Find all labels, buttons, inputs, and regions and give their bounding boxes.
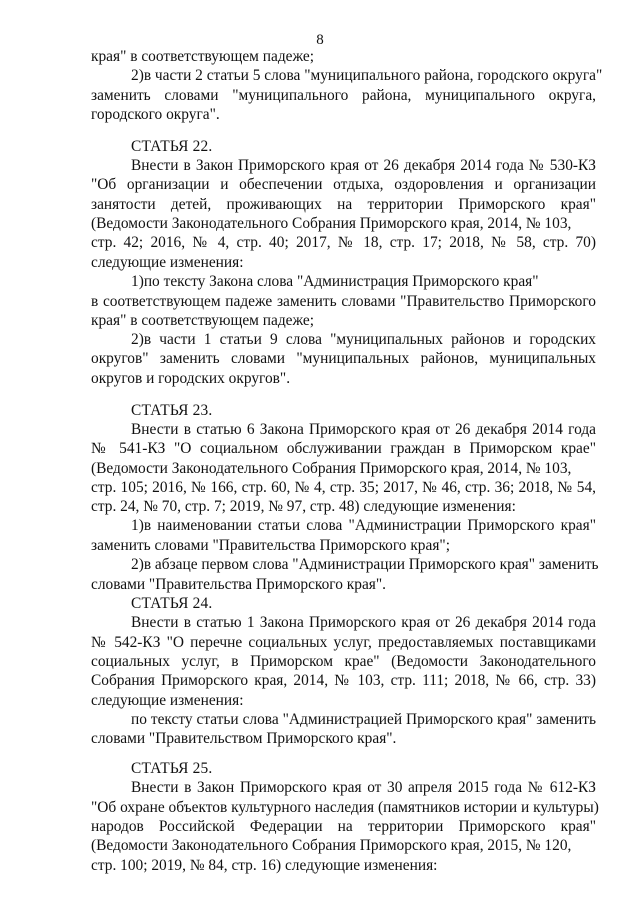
text-line: округов" заменить словами "муниципальных районов, муниципальных xyxy=(91,350,596,367)
text-line: (Ведомости Законодательного Собрания Приморского края, 2014, № 103, xyxy=(91,215,572,232)
text-line: Внести в статью 6 Закона Приморского края от 26 декабря 2014 года xyxy=(131,421,596,438)
text-line: словами "Правительства Приморского края". xyxy=(91,576,386,593)
text-line: в соответствующем падеже заменить словами "Правительство Приморского xyxy=(91,293,596,310)
text-line: стр. 105; 2016, № 166, стр. 60, № 4, стр. 35; 2017, № 46, стр. 36; 2018, № 54, xyxy=(91,479,596,496)
page-number: 8 xyxy=(316,32,324,48)
text-line: Собрания Приморского края, 2014, № 103, стр. 111; 2018, № 66, стр. 33) xyxy=(91,672,596,689)
text-line: (Ведомости Законодательного Собрания Приморского края, 2014, № 103, xyxy=(91,460,572,477)
text-line: 2)в абзаце первом слова "Администрации Приморского края" заменить xyxy=(131,556,599,573)
text-line: округов и городских округов". xyxy=(91,370,291,387)
text-line: края" в соответствующем падеже; xyxy=(91,312,315,329)
text-line: стр. 100; 2019, № 84, стр. 16) следующие изменения: xyxy=(91,857,438,874)
text-line: (Ведомости Законодательного Собрания Приморского края, 2015, № 120, xyxy=(91,837,572,854)
text-line: словами "Правительством Приморского края". xyxy=(91,730,397,747)
text-line: № 541-КЗ "О социальном обслуживании граждан в Приморском крае" xyxy=(91,440,596,457)
text-line: края" в соответствующем падеже; xyxy=(91,48,315,65)
text-line: № 542-КЗ "О перечне социальных услуг, предоставляемых поставщиками xyxy=(91,634,596,651)
article-heading: СТАТЬЯ 24. xyxy=(131,595,213,612)
text-line: заменить словами "Правительства Приморского края"; xyxy=(91,537,450,554)
text-line: заменить словами "муниципального района, муниципального округа, xyxy=(91,87,596,104)
text-line: 1)в наименовании статьи слова "Администрации Приморского края" xyxy=(131,517,596,534)
text-line: 1)по тексту Закона слова "Администрация Приморского края" xyxy=(131,273,539,290)
text-line: городского округа". xyxy=(91,106,220,123)
text-line: 2)в части 1 статьи 9 слова "муниципальных районов и городских xyxy=(131,331,596,348)
article-heading: СТАТЬЯ 23. xyxy=(131,402,213,419)
text-line: "Об охране объектов культурного наследия (памятников истории и культуры) xyxy=(91,799,599,816)
text-line: по тексту статьи слова "Администрацией Приморского края" заменить xyxy=(131,711,596,728)
text-line: следующие изменения: xyxy=(91,254,244,271)
article-heading: СТАТЬЯ 22. xyxy=(131,138,213,155)
text-line: Внести в Закон Приморского края от 30 апреля 2015 года № 612-КЗ xyxy=(131,779,596,796)
text-line: стр. 24, № 70, стр. 7; 2019, № 97, стр. 48) следующие изменения: xyxy=(91,498,516,515)
text-line: социальных услуг, в Приморском крае" (Ведомости Законодательного xyxy=(91,653,596,670)
article-heading: СТАТЬЯ 25. xyxy=(131,760,213,777)
text-line: стр. 42; 2016, № 4, стр. 40; 2017, № 18, стр. 17; 2018, № 58, стр. 70) xyxy=(91,234,596,251)
text-line: народов Российской Федерации на территории Приморского края" xyxy=(91,818,596,835)
text-line: "Об организации и обеспечении отдыха, оздоровления и организации xyxy=(91,176,596,193)
text-line: занятости детей, проживающих на территории Приморского края" xyxy=(91,196,596,213)
text-line: Внести в статью 1 Закона Приморского края от 26 декабря 2014 года xyxy=(131,614,596,631)
text-line: Внести в Закон Приморского края от 26 декабря 2014 года № 530-КЗ xyxy=(131,157,596,174)
text-line: следующие изменения: xyxy=(91,692,244,709)
text-line: 2)в части 2 статьи 5 слова "муниципального района, городского округа" xyxy=(131,67,603,84)
